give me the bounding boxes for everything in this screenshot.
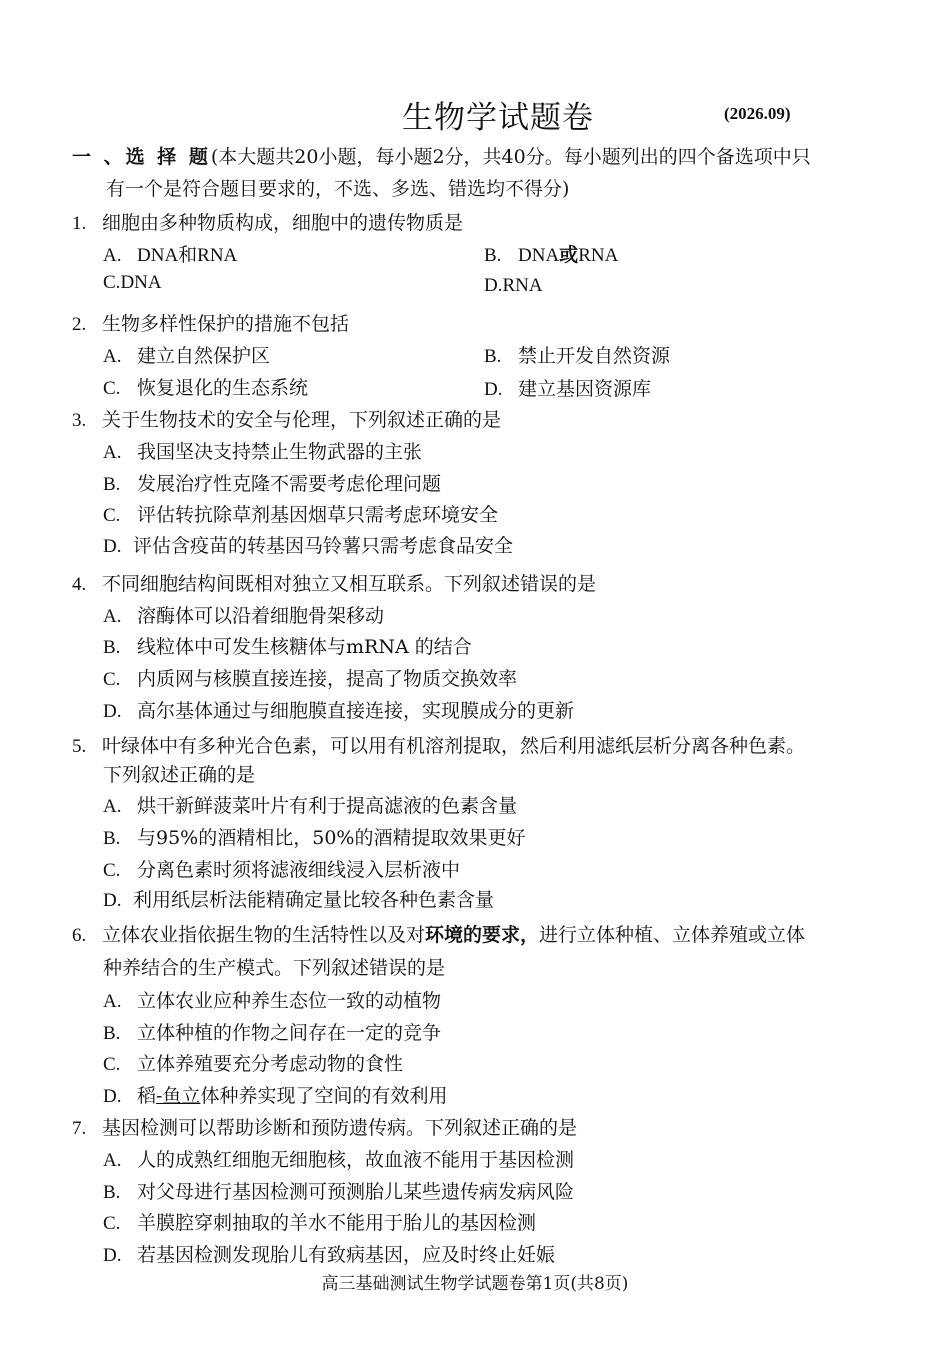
q7-option-c: C. 羊膜腔穿刺抽取的羊水不能用于胎儿的基因检测 — [103, 1212, 537, 1234]
page-footer: 高三基础测试生物学试题卷第1页(共8页) — [321, 1274, 629, 1294]
q5-option-a: A. 烘干新鲜菠菜叶片有利于提高滤液的色素含量 — [103, 795, 518, 817]
section-description-line2: 有一个是符合题目要求的，不选、多选、错选均不得分) — [106, 178, 570, 200]
q3-option-c: C. 评估转抗除草剂基因烟草只需考虑环境安全 — [103, 504, 499, 526]
question-number: 1. — [72, 213, 87, 234]
question-text: 叶绿体中有多种光合色素，可以用有机溶剂提取，然后利用滤纸层析分离各种色素。 — [102, 735, 806, 757]
q4-option-a: A. 溶酶体可以沿着细胞骨架移动 — [103, 605, 385, 627]
question-6-continuation: 种养结合的生产模式。下列叙述错误的是 — [103, 957, 446, 979]
question-text: 细胞由多种物质构成，细胞中的遗传物质是 — [102, 212, 464, 234]
q2-option-b: B. 禁止开发自然资源 — [484, 345, 671, 367]
question-number: 6. — [72, 925, 87, 946]
question-4 — [72, 569, 596, 596]
question-number: 5. — [72, 736, 87, 757]
q3-option-a: A. 我国坚决支持禁止生物武器的主张 — [103, 441, 423, 463]
q4-option-d: D. 高尔基体通过与细胞膜直接连接，实现膜成分的更新 — [103, 700, 575, 722]
question-6: 6. 立体农业指依据生物的生活特性以及对环境的要求，进行立体种植、立体养殖或立体 — [72, 924, 806, 946]
q1-option-d: D.RNA — [484, 275, 543, 296]
q5-option-b: B. 与95%的酒精相比，50%的酒精提取效果更好 — [103, 827, 526, 849]
q3-option-d: D. 评估含疫苗的转基因马铃薯只需考虑食品安全 — [103, 535, 514, 557]
question-1 — [72, 208, 463, 235]
q2-option-d: D. 建立基因资源库 — [484, 378, 652, 400]
question-7 — [72, 1113, 577, 1140]
exam-title: 生物学试题卷 — [402, 100, 594, 136]
question-5 — [72, 731, 805, 758]
q1-option-a: A. DNA和RNA — [103, 245, 238, 266]
question-text: 基因检测可以帮助诊断和预防遗传病。下列叙述正确的是 — [102, 1117, 578, 1139]
question-text: 不同细胞结构间既相对独立又相互联系。下列叙述错误的是 — [102, 573, 597, 595]
q6-option-a: A. 立体农业应种养生态位一致的动植物 — [103, 990, 442, 1012]
q7-option-b: B. 对父母进行基因检测可预测胎儿某些遗传病发病风险 — [103, 1181, 575, 1203]
question-number: 3. — [72, 410, 87, 431]
question-3 — [72, 405, 501, 432]
section-description-line1: (本大题共20小题，每小题2分，共40分。每小题列出的四个备选项中只 — [210, 146, 811, 168]
q7-option-a: A. 人的成熟红细胞无细胞核，故血液不能用于基因检测 — [103, 1149, 575, 1171]
q6-option-d: D. 稻-鱼立体种养实现了空间的有效利用 — [103, 1085, 448, 1107]
q4-option-b: B. 线粒体中可发生核糖体与mRNA 的结合 — [103, 636, 472, 658]
question-number: 7. — [72, 1118, 87, 1139]
q6-option-b: B. 立体种植的作物之间存在一定的竞争 — [103, 1022, 442, 1044]
question-5-continuation: 下列叙述正确的是 — [103, 764, 256, 786]
question-2 — [72, 309, 349, 336]
exam-date: (2026.09) — [724, 104, 791, 123]
q2-option-a: A. 建立自然保护区 — [103, 345, 271, 367]
q6-option-c: C. 立体养殖要充分考虑动物的食性 — [103, 1053, 404, 1075]
question-number: 4. — [72, 574, 87, 595]
section-heading — [72, 141, 872, 205]
q7-option-d: D. 若基因检测发现胎儿有致病基因，应及时终止妊娠 — [103, 1244, 556, 1266]
q5-option-c: C. 分离色素时须将滤液细线浸入层析液中 — [103, 859, 461, 881]
section-label: 一 、选 择 题 — [72, 146, 211, 168]
question-text: 生物多样性保护的措施不包括 — [102, 313, 350, 335]
q1-option-c: C.DNA — [103, 272, 162, 293]
question-number: 2. — [72, 314, 87, 335]
q1-option-b: B. DNA或RNA — [484, 244, 619, 266]
q5-option-d: D. 利用纸层析法能精确定量比较各种色素含量 — [103, 889, 495, 911]
question-text: 关于生物技术的安全与伦理，下列叙述正确的是 — [102, 409, 502, 431]
q2-option-c: C. 恢复退化的生态系统 — [103, 377, 309, 399]
q3-option-b: B. 发展治疗性克隆不需要考虑伦理问题 — [103, 473, 442, 495]
q4-option-c: C. 内质网与核膜直接连接，提高了物质交换效率 — [103, 668, 518, 690]
